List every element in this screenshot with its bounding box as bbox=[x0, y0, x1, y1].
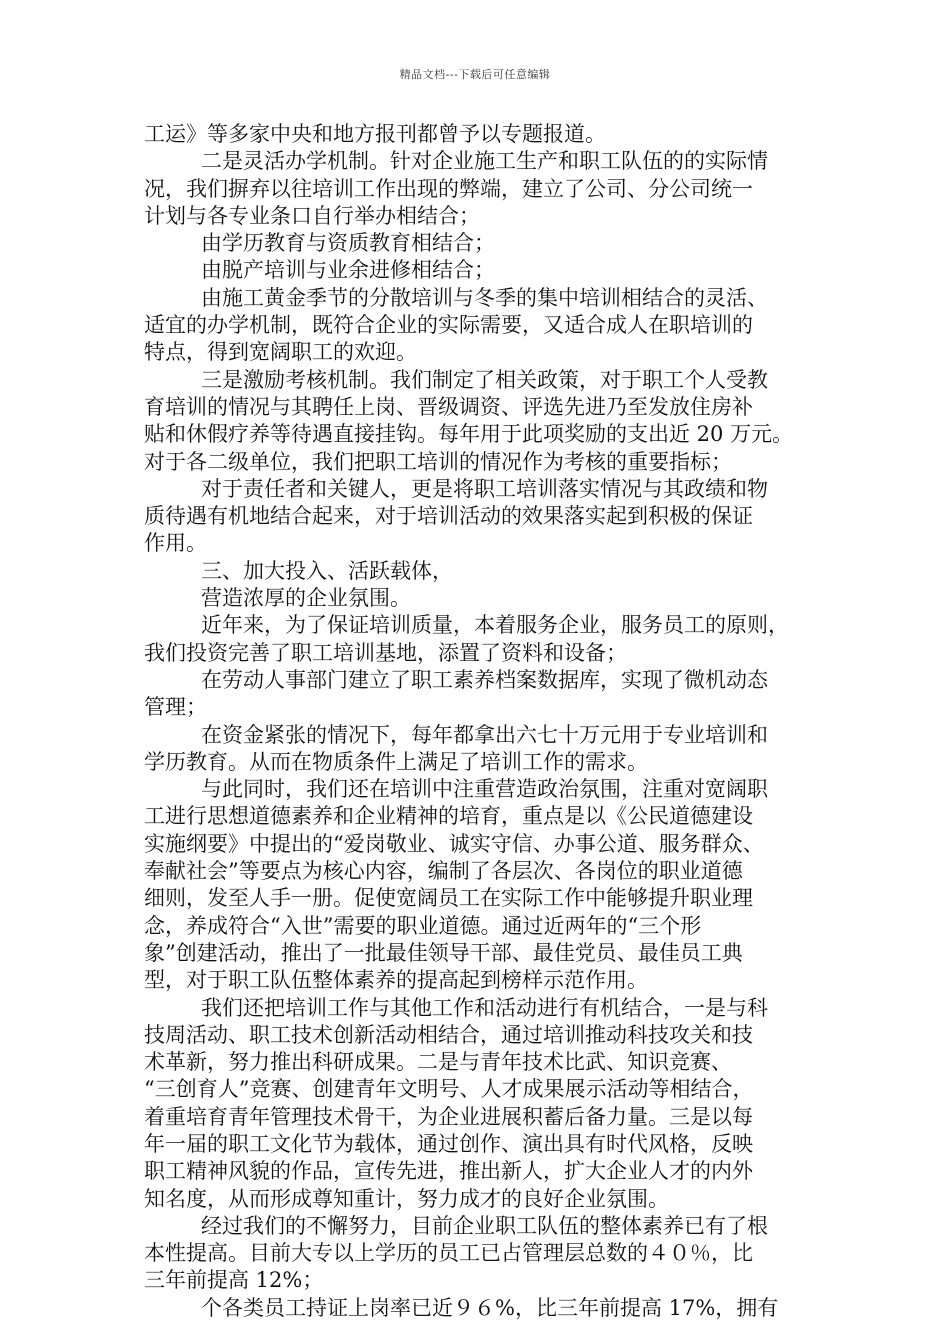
text-line: 我们还把培训工作与其他工作和活动进行有机结合，一是与科 bbox=[201, 995, 768, 1020]
text-line: 工运》等多家中央和地方报刊都曾予以专题报道。 bbox=[144, 122, 606, 146]
text-line: 奉献社会”等要点为核心内容，编制了各层次、各岗位的职业道德 bbox=[144, 859, 743, 884]
text-line: 由施工黄金季节的分散培训与冬季的集中培训相结合的灵活、 bbox=[201, 285, 768, 310]
page-header: 精品文档---下载后可任意编辑 bbox=[399, 68, 551, 81]
text-line: 质待遇有机地结合起来，对于培训活动的效果落实起到积极的保证 bbox=[144, 504, 753, 529]
text-line: 知名度，从而形成尊知重计，努力成才的良好企业氛围。 bbox=[144, 1186, 669, 1211]
text-line: 术革新，努力推出科研成果。二是与青年技术比武、知识竞赛、 bbox=[144, 1050, 732, 1075]
text-line: 实施纲要》中提出的“爱岗敬业、诚实守信、办事公道、服务群众、 bbox=[144, 831, 764, 856]
text-line: 在资金紧张的情况下，每年都拿出六七十万元用于专业培训和 bbox=[201, 722, 768, 747]
text-line: 型，对于职工队伍整体素养的提高起到榜样示范作用。 bbox=[144, 968, 648, 993]
text-line: 年一届的职工文化节为载体，通过创作、演出具有时代风格，反映 bbox=[144, 1131, 753, 1156]
text-line: 计划与各专业条口自行举办相结合； bbox=[144, 203, 480, 228]
text-line: 二是灵活办学机制。针对企业施工生产和职工队伍的的实际情 bbox=[201, 149, 768, 174]
text-line: 作用。 bbox=[144, 531, 207, 556]
text-line: 三年前提高 12%； bbox=[144, 1268, 324, 1293]
text-line: 由脱产培训与业余进修相结合； bbox=[201, 258, 495, 283]
text-line: 职工精神风貌的作品，宣传先进，推出新人，扩大企业人才的内外 bbox=[144, 1159, 753, 1184]
text-line: 工进行思想道德素养和企业精神的培育，重点是以《公民道德建设 bbox=[144, 804, 753, 829]
text-line: 对于责任者和关键人，更是将职工培训落实情况与其政绩和物 bbox=[201, 476, 768, 501]
text-line: 三、加大投入、活跃载体， bbox=[201, 558, 453, 583]
text-line: 贴和休假疗养等待遇直接挂钩。每年用于此项奖励的支出近 20 万元。 bbox=[144, 422, 794, 447]
text-line: “三创育人”竞赛、创建青年文明号、人才成果展示活动等相结合， bbox=[144, 1077, 754, 1102]
text-line: 经过我们的不懈努力，目前企业职工队伍的整体素养已有了根 bbox=[201, 1213, 768, 1238]
text-line: 适宜的办学机制，既符合企业的实际需要，又适合成人在职培训的 bbox=[144, 313, 753, 338]
text-line: 本性提高。目前大专以上学历的员工已占管理层总数的４０％，比 bbox=[144, 1241, 753, 1266]
text-line: 技周活动、职工技术创新活动相结合，通过培训推动科技攻关和技 bbox=[144, 1022, 753, 1047]
text-line: 营造浓厚的企业氛围。 bbox=[201, 586, 411, 611]
text-line: 特点，得到宽阔职工的欢迎。 bbox=[144, 340, 417, 365]
text-line: 个各类员工持证上岗率已近９６%，比三年前提高 17%，拥有 bbox=[201, 1295, 779, 1320]
text-line: 学历教育。从而在物质条件上满足了培训工作的需求。 bbox=[144, 749, 648, 774]
text-line: 念，养成符合“入世”需要的职业道德。通过近两年的“三个形 bbox=[144, 913, 702, 938]
text-line: 细则，发至人手一册。促使宽阔员工在实际工作中能够提升职业理 bbox=[144, 886, 753, 911]
text-line: 着重培育青年管理技术骨干，为企业进展积蓄后备力量。三是以每 bbox=[144, 1104, 753, 1129]
text-line: 象”创建活动，推出了一批最佳领导干部、最佳党员、最佳员工典 bbox=[144, 940, 743, 965]
text-line: 我们投资完善了职工培训基地，添置了资料和设备； bbox=[144, 640, 627, 665]
text-line: 育培训的情况与其聘任上岗、晋级调资、评选先进乃至发放住房补 bbox=[144, 394, 753, 419]
text-line: 与此同时，我们还在培训中注重营造政治氛围，注重对宽阔职 bbox=[201, 777, 768, 802]
text-line: 对于各二级单位，我们把职工培训的情况作为考核的重要指标； bbox=[144, 449, 732, 474]
text-line: 近年来，为了保证培训质量，本着服务企业，服务员工的原则， bbox=[201, 613, 789, 638]
text-line: 管理； bbox=[144, 695, 207, 720]
text-line: 况，我们摒弃以往培训工作出现的弊端，建立了公司、分公司统一 bbox=[144, 176, 753, 201]
text-line: 由学历教育与资质教育相结合； bbox=[201, 231, 495, 256]
text-line: 三是激励考核机制。我们制定了相关政策，对于职工个人受教 bbox=[201, 367, 768, 392]
document-body bbox=[144, 121, 810, 1322]
text-line: 在劳动人事部门建立了职工素养档案数据库，实现了微机动态 bbox=[201, 667, 768, 692]
